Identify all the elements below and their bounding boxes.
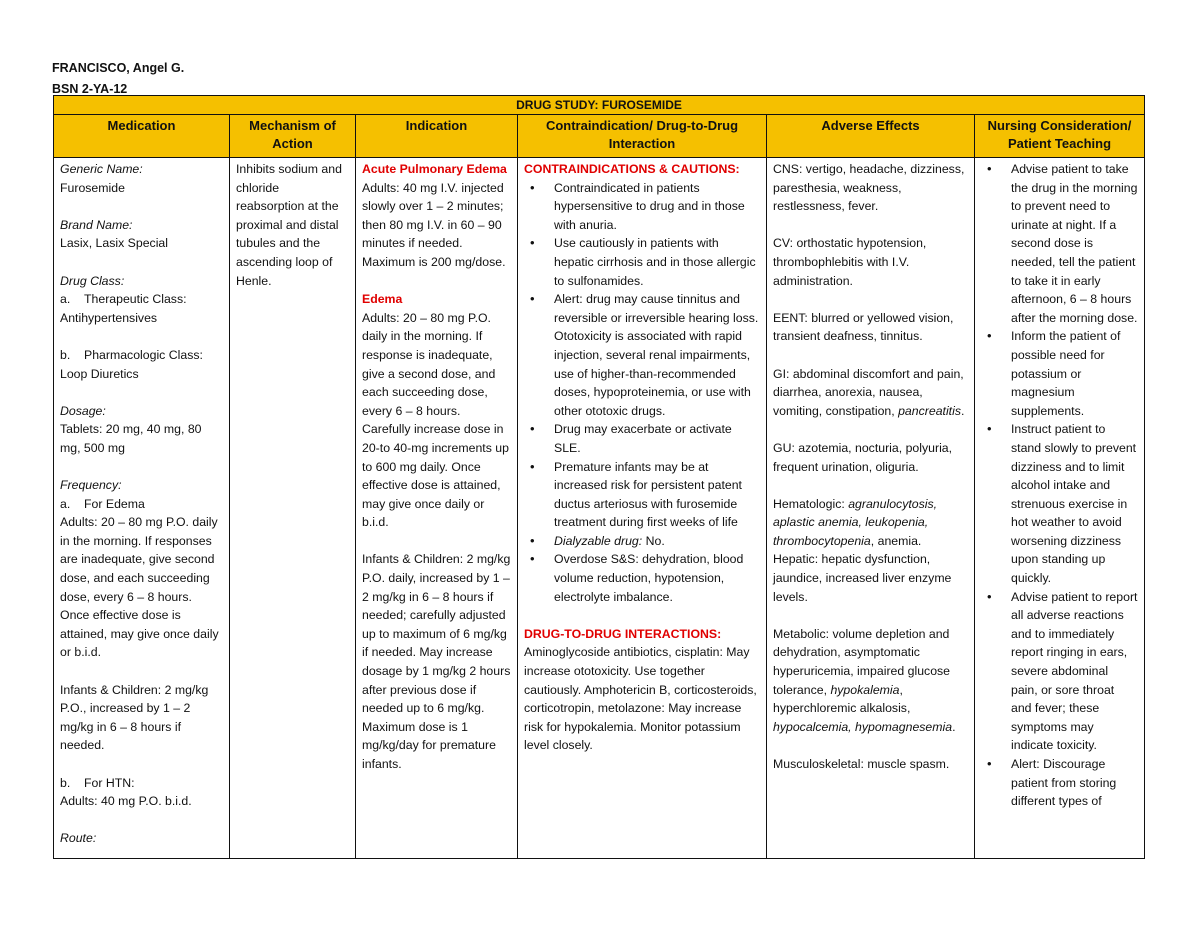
- indication-edema-text: Adults: 20 – 80 mg P.O. daily in the morning. If response is inadequate, give a second dose, and each succeeding dose, every 6 – 8 hours. Carefully increase dose in 20-to 40-mg increments up to 600 mg daily. Once effective dose is attained, may give once daily or b.i.d.: [362, 310, 509, 530]
- list-item: • Premature infants may be at increased risk for persistent patent ductus arteriosus with furosemide treatment during first weeks of life: [524, 458, 760, 532]
- adverse-cns: CNS: vertigo, headache, dizziness, paresthesia, weakness, restlessness, fever.: [773, 162, 965, 214]
- list-item: • Alert: drug may cause tinnitus and reversible or irreversible hearing loss. Ototoxicity is associated with rapid injection, several renal impairments, use of higher-than-recommended doses, hypoproteinemia, or use with other ototoxic drugs.: [524, 290, 760, 420]
- contraindications-heading: CONTRAINDICATIONS & CAUTIONS:: [524, 162, 740, 176]
- document-header: [52, 58, 184, 100]
- indication-cell: [356, 158, 518, 859]
- adverse-cv: CV: orthostatic hypotension, thrombophlebitis with I.V. administration.: [773, 236, 927, 288]
- header-mechanism: Mechanism of Action: [230, 115, 356, 158]
- adverse-eent: EENT: blurred or yellowed vision, transient deafness, tinnitus.: [773, 310, 954, 344]
- contraindication-cell: [518, 158, 767, 859]
- indication-heading-edema: Edema: [362, 292, 403, 307]
- list-item: • Use cautiously in patients with hepatic cirrhosis and in those allergic to sulfonamides.: [524, 234, 760, 290]
- frequency-label: Frequency:: [60, 478, 122, 493]
- nursing-list: [981, 160, 1138, 811]
- list-item: • Drug may exacerbate or activate SLE.: [524, 420, 760, 457]
- student-section: BSN 2-YA-12: [52, 82, 128, 96]
- generic-name-label: Generic Name:: [60, 162, 143, 176]
- student-name: FRANCISCO, Angel G.: [52, 61, 185, 75]
- indication-pulmonary-edema-text: Adults: 40 mg I.V. injected slowly over 1 – 2 minutes; then 80 mg I.V. in 60 – 90 minutes if needed. Maximum is 200 mg/dose.: [362, 180, 506, 269]
- adverse-hematologic: Hematologic: agranulocytosis, aplastic anemia, leukopenia, thrombocytopenia, anemia.: [773, 496, 938, 548]
- contraindications-list: [524, 179, 760, 607]
- dosage-label: Dosage:: [60, 403, 106, 418]
- frequency-edema-infants: Infants & Children: 2 mg/kg P.O., increased by 1 – 2 mg/kg in 6 – 8 hours if needed.: [60, 682, 209, 753]
- list-item: • Contraindicated in patients hypersensitive to drug and in those with anuria.: [524, 179, 760, 235]
- list-item: • Advise patient to take the drug in the morning to prevent need to urinate at night. If a second dose is needed, tell the patient to take it in early afternoon, 6 – 8 hours after the morning dose.: [981, 160, 1138, 327]
- brand-name-label: Brand Name:: [60, 217, 133, 232]
- list-item: • Advise patient to report all adverse reactions and to immediately report ringing in ears, severe abdominal pain, or sore throat and fever; these symptoms may indicate toxicity.: [981, 588, 1138, 755]
- adverse-gi: GI: abdominal discomfort and pain, diarrhea, anorexia, nausea, vomiting, constipation, pancreatitis.: [773, 366, 965, 418]
- header-nursing-consideration: Nursing Consideration/ Patient Teaching: [975, 115, 1145, 158]
- indication-heading-pulmonary-edema: Acute Pulmonary Edema: [362, 162, 507, 176]
- route-label: Route:: [60, 831, 97, 846]
- therapeutic-class: a. Therapeutic Class:: [60, 292, 187, 307]
- list-item: • Overdose S&S: dehydration, blood volume reduction, hypotension, electrolyte imbalance.: [524, 550, 760, 606]
- adverse-gu: GU: azotemia, nocturia, polyuria, frequent urination, oliguria.: [773, 440, 953, 474]
- list-item: • Alert: Discourage patient from storing different types of: [981, 755, 1138, 811]
- frequency-htn-adults: Adults: 40 mg P.O. b.i.d.: [60, 794, 192, 809]
- pharmacologic-class: b. Pharmacologic Class:: [60, 347, 203, 362]
- drug-study-table: [53, 95, 1145, 859]
- frequency-edema-adults: Adults: 20 – 80 mg P.O. daily in the morning. If responses are inadequate, give second dose, and each succeeding dose, every 6 – 8 hours. Once effective dose is attained, may give once daily or b.i.d.: [60, 515, 219, 660]
- mechanism-text: Inhibits sodium and chloride reabsorption at the proximal and distal tubules and the ascending loop of Henle.: [236, 162, 342, 288]
- brand-name-value: Lasix, Lasix Special: [60, 236, 168, 251]
- adverse-musculoskeletal: Musculoskeletal: muscle spasm.: [773, 757, 950, 771]
- pharmacologic-class-value: Loop Diuretics: [60, 366, 139, 381]
- list-item: • Inform the patient of possible need for potassium or magnesium supplements.: [981, 327, 1138, 420]
- list-item: • Dialyzable drug: No.: [524, 532, 760, 551]
- therapeutic-class-value: Antihypertensives: [60, 310, 158, 325]
- header-indication: Indication: [356, 115, 518, 158]
- list-item: • Instruct patient to stand slowly to prevent dizziness and to limit alcohol intake and strenuous exercise in hot weather to avoid worsening dizziness upon standing up quickly.: [981, 420, 1138, 587]
- adverse-hepatic: Hepatic: hepatic dysfunction, jaundice, increased liver enzyme levels.: [773, 552, 952, 604]
- drug-class-label: Drug Class:: [60, 273, 125, 288]
- table-title: DRUG STUDY: FUROSEMIDE: [54, 96, 1145, 115]
- adverse-metabolic: Metabolic: volume depletion and dehydration, asymptomatic hyperuricemia, impaired glucose tolerance, hypokalemia, hyperchloremic alkalosis, hypocalcemia, hypomagnesemia.: [773, 626, 956, 734]
- interactions-text: Aminoglycoside antibiotics, cisplatin: May increase ototoxicity. Use together cautiously. Amphotericin B, corticosteroids, corticotropin, metolazone: May increase risk for hypokalemia. Monitor potassium level closely.: [524, 645, 757, 753]
- adverse-effects-cell: [767, 158, 975, 859]
- header-contraindication: Contraindication/ Drug-to-Drug Interaction: [518, 115, 767, 158]
- generic-name-value: Furosemide: [60, 180, 125, 195]
- indication-infants-text: Infants & Children: 2 mg/kg P.O. daily, increased by 1 – 2 mg/kg in 6 – 8 hours if needed; carefully adjusted up to maximum of 6 mg/kg if needed. May increase dosage by 1 mg/kg 2 hours after previous dose if needed up to 6 mg/kg. Maximum dose is 1 mg/kg/day for premature infants.: [362, 552, 511, 771]
- nursing-cell: [975, 158, 1145, 859]
- frequency-edema: a. For Edema: [60, 496, 145, 511]
- medication-cell: [54, 158, 230, 859]
- mechanism-cell: [230, 158, 356, 859]
- interactions-heading: DRUG-TO-DRUG INTERACTIONS:: [524, 626, 722, 641]
- header-adverse-effects: Adverse Effects: [767, 115, 975, 158]
- header-medication: Medication: [54, 115, 230, 158]
- frequency-htn: b. For HTN:: [60, 775, 135, 790]
- dosage-value: Tablets: 20 mg, 40 mg, 80 mg, 500 mg: [60, 422, 202, 455]
